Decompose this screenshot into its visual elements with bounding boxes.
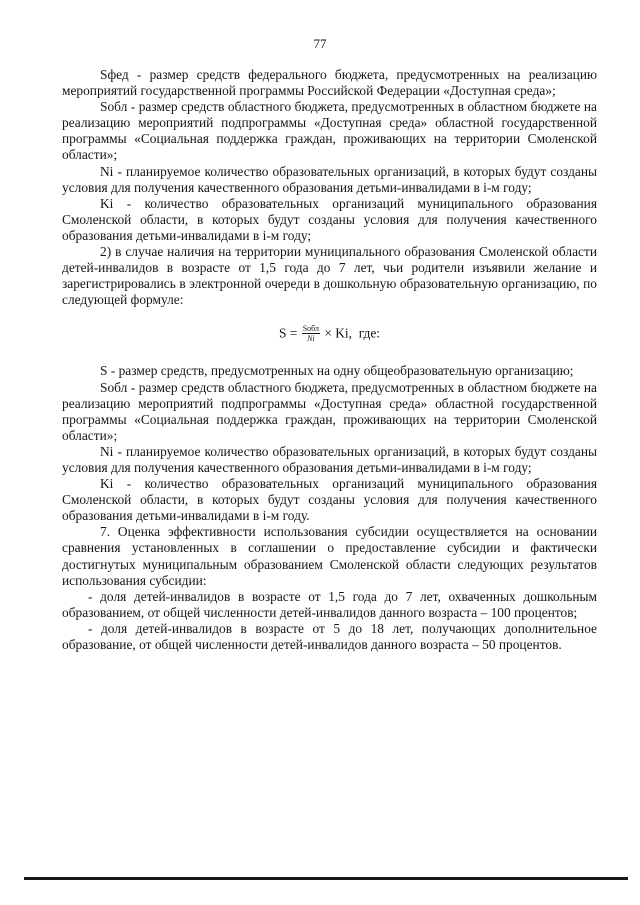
list-item-result-2: - доля детей-инвалидов в возрасте от 5 до 18 лет, получающих дополнительное образование, от общей численности детей-инвалидов данного возраста – 50 процентов. [62, 620, 597, 652]
formula-rhs: × Ki, [324, 325, 352, 341]
paragraph-ni-definition-2: Ni - планируемое количество образовательных организаций, в которых будут созданы условия для получения качественного образования детьми-инвалидами в i-м году; [62, 443, 597, 475]
paragraph-ki-definition: Ki - количество образовательных организаций муниципального образования Смоленской области, в которых будут созданы условия для получения качественного образования детьми-инвалидами в i-м году; [62, 195, 597, 243]
paragraph-ni-definition: Ni - планируемое количество образовательных организаций, в которых будут созданы условия для получения качественного образования детьми-инвалидами в i-м году; [62, 163, 597, 195]
formula-denominator: Ni [307, 334, 315, 344]
bottom-divider [24, 877, 628, 880]
paragraph-ki-definition-2: Ki - количество образовательных организаций муниципального образования Смоленской области, в которых будут созданы условия для получения качественного образования детьми-инвалидами в i-м году. [62, 476, 597, 524]
formula-lhs: S = [278, 325, 298, 341]
list-item-result-1: - доля детей-инвалидов в возрасте от 1,5 года до 7 лет, охваченных дошкольным образованием, от общей численности детей-инвалидов данного возраста – 100 процентов; [62, 588, 597, 620]
formula [62, 324, 597, 343]
paragraph-sfed-definition: Sфед - размер средств федерального бюджета, предусмотренных на реализацию мероприятий государственной программы Российской Федерации «Доступная среда»; [62, 67, 597, 99]
paragraph-sobl-definition: Sобл - размер средств областного бюджета, предусмотренных в областном бюджете на реализацию мероприятий подпрограммы «Доступная среда» областной государственной программы «Социальная поддержка граждан, проживающих на территории Смоленской области»; [62, 99, 597, 163]
document-body [62, 67, 597, 653]
page-number: 77 [313, 36, 327, 51]
paragraph-item-7: 7. Оценка эффективности использования субсидии осуществляется на основании сравнения установленных в соглашении о предоставление субсидии и фактически достигнутых муниципальным образованием Смоленской области следующих результатов использования субсидии: [62, 524, 597, 588]
paragraph-case-2: 2) в случае наличия на территории муниципального образования Смоленской области детей-инвалидов в возрасте от 1,5 года до 7 лет, чьи родители изъявили желание и зарегистрировались в электронной очереди в дошкольную образовательную организацию, по следующей формуле: [62, 244, 597, 308]
formula-numerator: Sобл [302, 324, 319, 334]
paragraph-s-definition: S - размер средств, предусмотренных на одну общеобразовательную организацию; [100, 363, 574, 379]
formula-suffix: где: [358, 325, 381, 341]
formula-fraction [302, 324, 320, 343]
paragraph-sobl-definition-2: Sобл - размер средств областного бюджета, предусмотренных в областном бюджете на реализацию мероприятий подпрограммы «Доступная среда» областной государственной программы «Социальная поддержка граждан, проживающих на территории Смоленской области»; [62, 379, 597, 443]
